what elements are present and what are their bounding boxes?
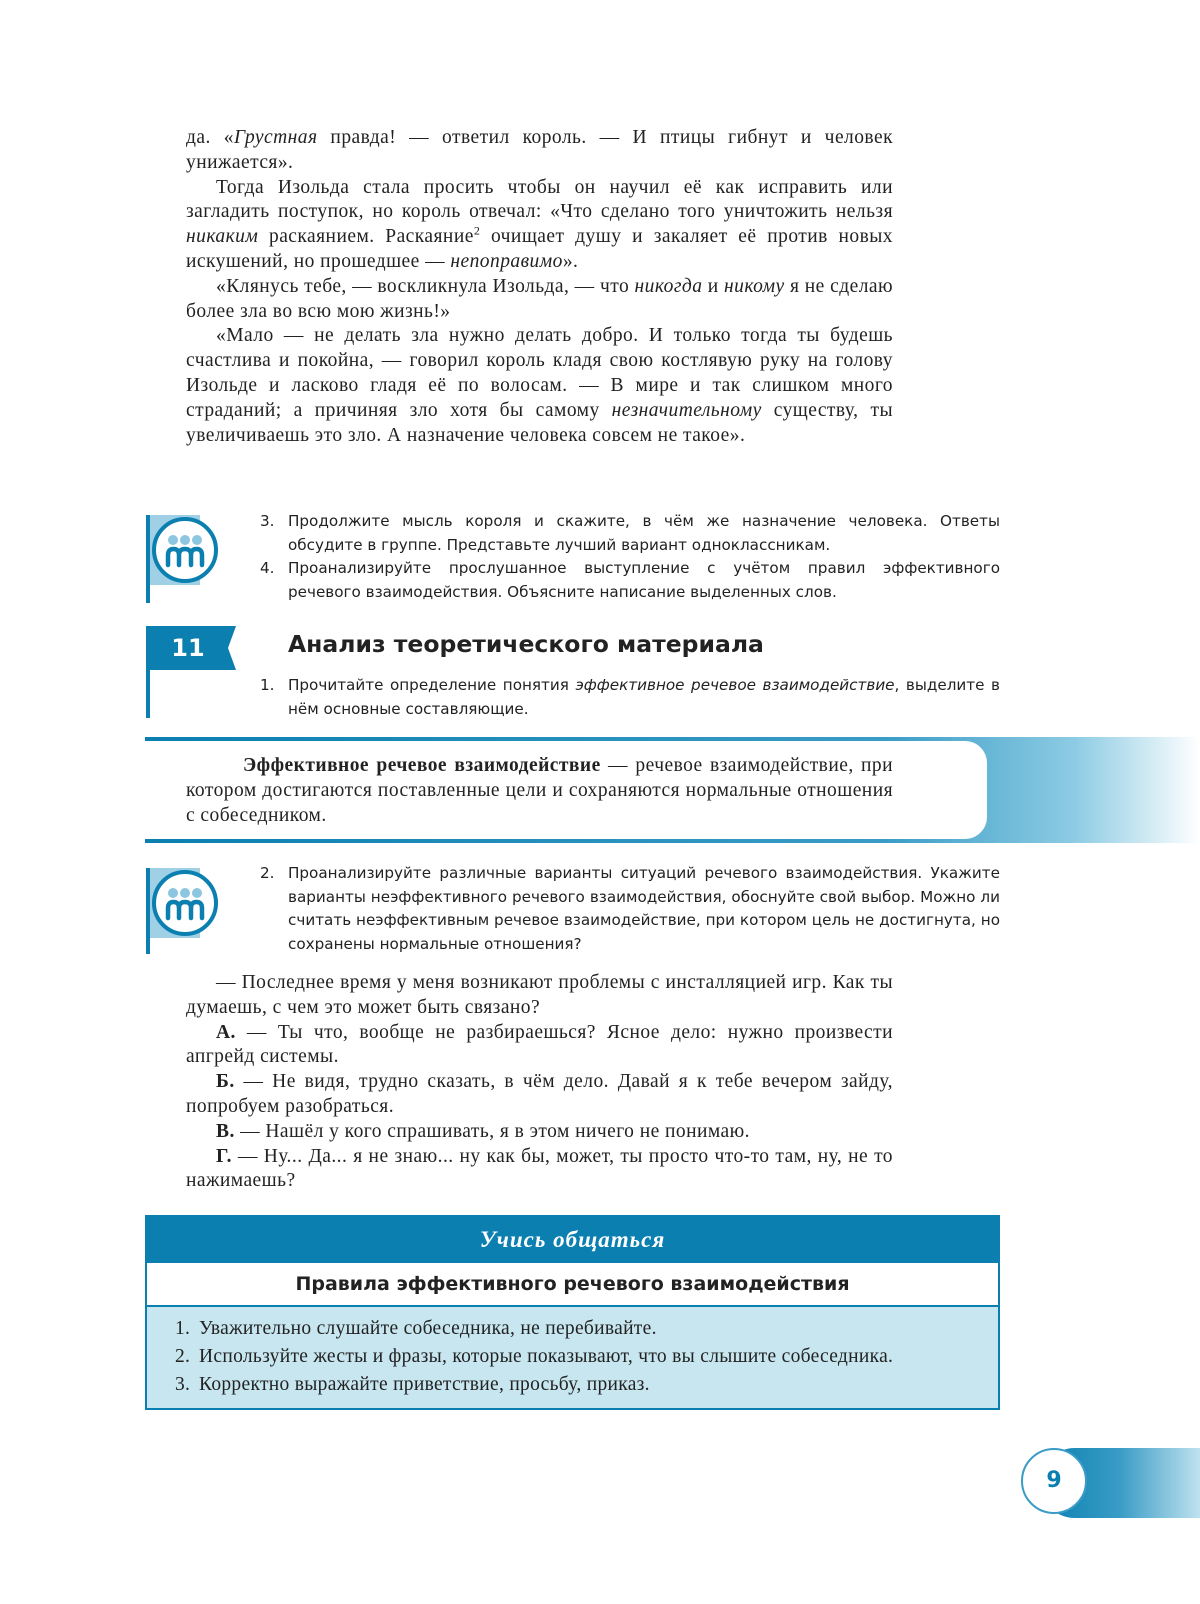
task-number: 3.	[260, 512, 275, 530]
task-text-part: , выделите в нём основные составляющие.	[288, 676, 1000, 718]
rules-list	[147, 1307, 998, 1408]
rule-item	[175, 1316, 980, 1342]
group-tasks-2	[260, 862, 1000, 956]
definition-text	[186, 754, 893, 828]
story-text-segment: и	[702, 275, 725, 297]
section-number: 11	[171, 634, 205, 662]
rules-table-title: Правила эффективного речевого взаимодействия	[147, 1263, 998, 1307]
story-text-segment: очищает душу и закаляет её против новых искушений, но прошедшее —	[186, 226, 893, 272]
task-number: 1.	[260, 676, 275, 694]
emphasized-word: непоправимо	[450, 250, 563, 272]
dialogue-label: Б.	[216, 1071, 235, 1093]
dialogue-text: — Нашёл у кого спрашивать, я в этом ничего не понимаю.	[234, 1120, 750, 1142]
dialogue-line	[186, 1070, 893, 1120]
story-text-segment: «Мало — не делать зла нужно делать добро. И только тогда ты будешь счастлива и покойна, — говорил король кладя свою костлявую руку на голову Изольде и ласково гладя её по волосам. — В мире и так слишком много страданий; а причиняя зло хотя бы самому	[186, 325, 893, 421]
rules-table-header: Учись общаться	[147, 1217, 998, 1263]
dialogue-line	[186, 1145, 893, 1195]
story-text-segment: «Клянусь тебе, — воскликнула Изольда, — что	[216, 275, 635, 297]
rule-text: Используйте жесты и фразы, которые показывают, что вы слышите собеседника.	[199, 1346, 894, 1367]
dialogue-label: Г.	[216, 1145, 232, 1167]
rule-item	[175, 1372, 980, 1398]
footnote-ref: 2	[473, 223, 481, 238]
dialogue-text: — Ну... Да... я не знаю... ну как бы, может, ты просто что-то там, ну, не то нажимаешь?	[186, 1145, 893, 1192]
group-work-icon	[152, 870, 218, 936]
task-item	[260, 862, 1000, 956]
dialogue-line	[186, 971, 893, 1021]
dialogue-text: — Последнее время у меня возникают проблемы с инсталляцией игр. Как ты думаешь, с чем это может быть связано?	[186, 972, 893, 1018]
task-text	[288, 674, 1000, 721]
story-paragraph	[186, 324, 893, 448]
story-text-segment: существу, ты увеличиваешь это зло. А назначение человека совсем не такое».	[186, 399, 893, 446]
rule-number: 1.	[175, 1318, 191, 1339]
story-text-segment: раскаянием. Раскаяние	[258, 226, 474, 248]
section-title: Анализ теоретического материала	[288, 630, 764, 658]
dialogue-text: — Ты что, вообще не разбираешься? Ясное дело: нужно произвести апгрейд системы.	[186, 1021, 893, 1068]
section-task	[260, 674, 1000, 721]
task-text-part: Прочитайте определение понятия	[288, 676, 576, 694]
task-number: 2.	[260, 864, 275, 882]
dialogue-label: А.	[216, 1021, 236, 1043]
dialogue-label: В.	[216, 1120, 235, 1142]
story-text-segment: ».	[562, 250, 579, 272]
emphasized-word: Грустная	[233, 127, 318, 148]
rule-text: Корректно выражайте приветствие, просьбу, приказ.	[199, 1374, 650, 1395]
story-text-segment: я не сделаю более зла во всю мою жизнь!»	[186, 275, 893, 322]
emphasized-word: никому	[724, 275, 785, 297]
story-paragraph	[186, 176, 893, 275]
story-text	[186, 126, 893, 448]
story-text-segment: Тогда Изольда стала просить чтобы он научил её как исправить или загладить поступок, но король отвечал: «Что сделано того уничтожить нельзя	[186, 176, 893, 223]
task-text: Проанализируйте различные варианты ситуаций речевого взаимодействия. Укажите варианты неэффективного речевого взаимодействия, обоснуйте свой выбор. Можно ли считать неэффективным речевое взаимодействие, при котором цель не достигнута, но сохранены нормальные отношения?	[288, 864, 1000, 953]
rule-number: 3.	[175, 1374, 191, 1395]
task-term: эффективное речевое взаимодействие	[575, 676, 895, 694]
page-number: 9	[1021, 1448, 1087, 1514]
rules-table	[145, 1215, 1000, 1410]
story-paragraph	[186, 275, 893, 325]
group-tasks-1	[260, 510, 1000, 604]
task-text: Продолжите мысль короля и скажите, в чём же назначение человека. Ответы обсудите в группе. Представьте лучший вариант одноклассникам.	[288, 512, 1000, 554]
task-number: 4.	[260, 559, 275, 578]
task-text: Проанализируйте прослушанное выступление с учётом правил эффективного речевого взаимодействия. Объясните написание выделенных слов.	[288, 559, 1000, 601]
story-text-segment: да. «	[186, 127, 234, 148]
dialogue-line	[186, 1021, 893, 1071]
rule-item	[175, 1344, 980, 1370]
story-text-segment: правда! — ответил король. — И птицы гибнут и человек унижается».	[186, 127, 893, 173]
task-item	[260, 510, 1000, 557]
story-paragraph	[186, 126, 893, 176]
group-work-icon	[152, 517, 218, 583]
dialogue	[186, 971, 893, 1194]
rule-text: Уважительно слушайте собеседника, не перебивайте.	[199, 1318, 657, 1339]
emphasized-word: незначительному	[611, 399, 762, 421]
definition-body: — речевое взаимодействие, при котором достигаются поставленные цели и сохраняются нормальные отношения с собеседником.	[186, 755, 893, 826]
dialogue-line	[186, 1120, 893, 1145]
definition-term: Эффективное речевое взаимодействие	[243, 755, 601, 776]
emphasized-word: никаким	[186, 226, 259, 248]
dialogue-text: — Не видя, трудно сказать, в чём дело. Давай я к тебе вечером зайду, попробуем разобраться.	[186, 1071, 893, 1117]
rule-number: 2.	[175, 1346, 191, 1367]
emphasized-word: никогда	[634, 275, 703, 297]
task-item	[260, 557, 1000, 604]
